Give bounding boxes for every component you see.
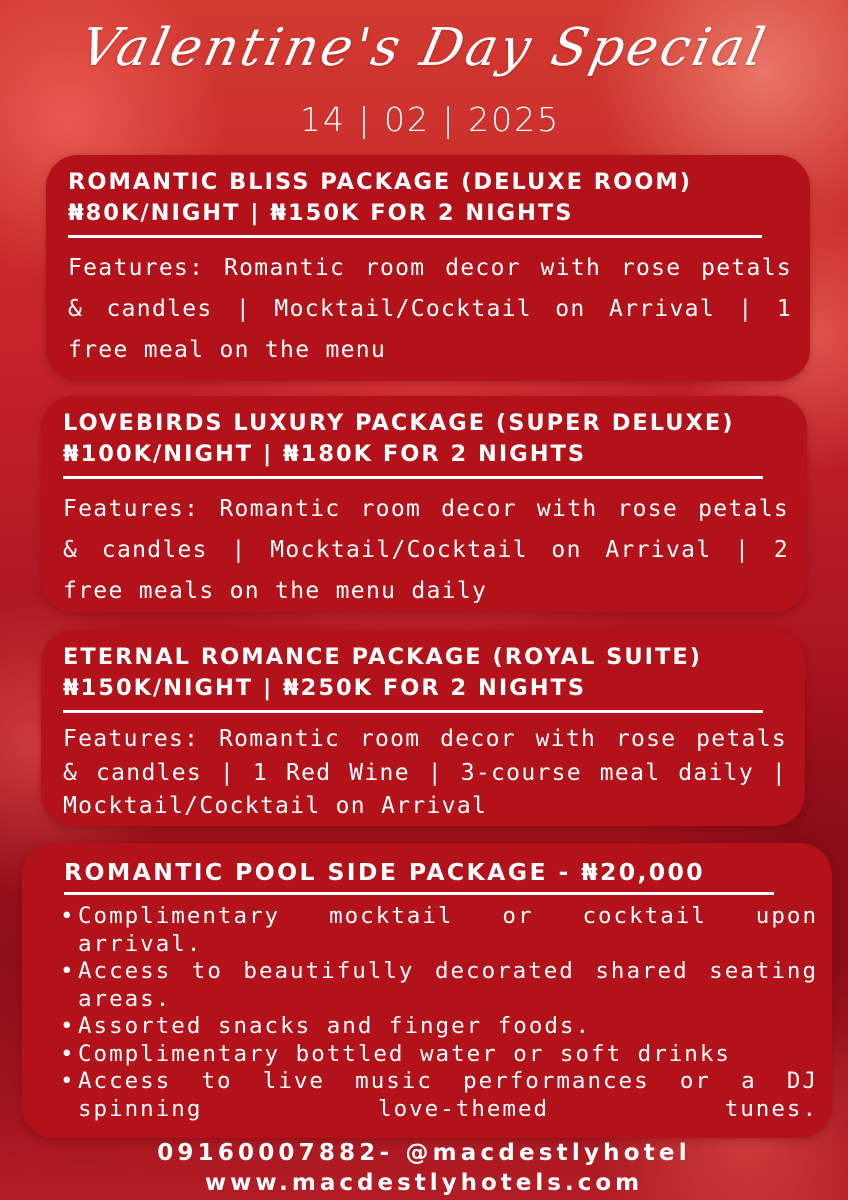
package-card-pool-side xyxy=(22,843,832,1138)
divider xyxy=(64,892,774,895)
divider xyxy=(63,710,763,713)
list-item: • Assorted snacks and finger foods. xyxy=(64,1013,818,1041)
package-card-lovebirds-luxury xyxy=(41,396,807,612)
package-features: Features: Romantic room decor with rose petals & candles | 1 Red Wine | 3-course meal daily | Mocktail/Cocktail on Arrival xyxy=(63,726,787,819)
package-features: Features: Romantic room decor with rose petals & candles | Mocktail/Cocktail on Arrival | 1 free meal on the menu xyxy=(68,255,792,363)
package-card-romantic-bliss xyxy=(46,155,810,381)
package-title: LOVEBIRDS LUXURY PACKAGE (SUPER DELUXE) xyxy=(63,410,735,436)
list-item: • Complimentary bottled water or soft drinks xyxy=(64,1041,818,1069)
list-item: • Access to live music performances or a DJ spinning love-themed tunes. xyxy=(64,1068,818,1123)
event-date: 14 | 02 | 2025 xyxy=(299,100,561,139)
package-price: ₦150K/NIGHT | ₦250K FOR 2 NIGHTS xyxy=(63,675,587,701)
pool-package-title: ROMANTIC POOL SIDE PACKAGE - ₦20,000 xyxy=(64,858,706,886)
package-price: ₦100K/NIGHT | ₦180K FOR 2 NIGHTS xyxy=(63,441,587,467)
package-title: ROMANTIC BLISS PACKAGE (DELUXE ROOM) xyxy=(68,169,693,195)
poster-title: Valentine's Day Special xyxy=(75,18,773,78)
pool-features-list xyxy=(64,903,818,1123)
package-features: Features: Romantic room decor with rose petals & candles | Mocktail/Cocktail on Arrival | 2 free meals on the menu daily xyxy=(63,496,789,604)
contact-phone-handle: 09160007882- @macdestlyhotel xyxy=(157,1140,691,1166)
package-price: ₦80K/NIGHT | ₦150K FOR 2 NIGHTS xyxy=(68,200,574,226)
list-item: • Access to beautifully decorated shared seating areas. xyxy=(64,958,818,1013)
divider xyxy=(63,476,763,479)
divider xyxy=(68,235,762,238)
package-card-eternal-romance xyxy=(41,630,805,826)
contact-website: www.macdestlyhotels.com xyxy=(204,1170,644,1196)
list-item: • Complimentary mocktail or cocktail upon arrival. xyxy=(64,903,818,958)
package-title: ETERNAL ROMANCE PACKAGE (ROYAL SUITE) xyxy=(63,644,703,670)
